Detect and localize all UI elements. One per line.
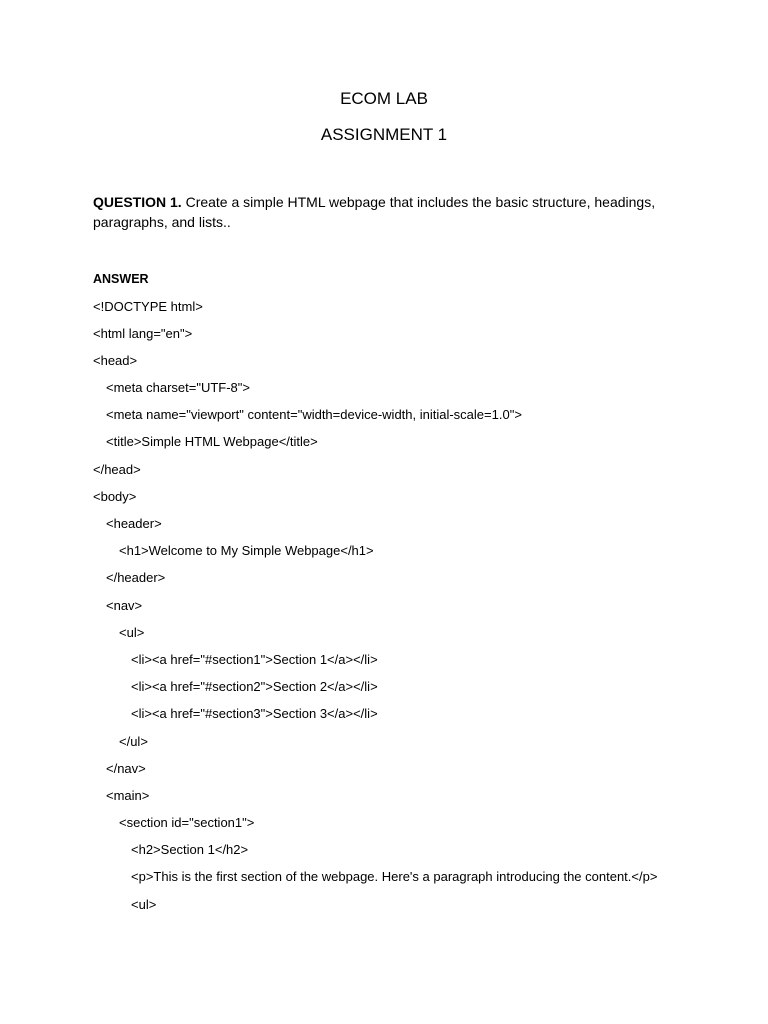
- question-text: Create a simple HTML webpage that includes the basic structure, headings, paragraphs, and lists..: [93, 194, 656, 230]
- code-line-head-close: </head>: [93, 462, 141, 477]
- code-line-header-close: </header>: [106, 570, 166, 585]
- code-line-head-open: <head>: [93, 353, 138, 368]
- code-line-ul-open: <ul>: [119, 625, 145, 640]
- code-line-title: <title>Simple HTML Webpage</title>: [106, 434, 318, 449]
- code-line-ul-open-2: <ul>: [131, 897, 157, 912]
- code-line-nav-open: <nav>: [106, 598, 143, 613]
- code-line-main-open: <main>: [106, 788, 150, 803]
- code-line-section-open: <section id="section1">: [119, 815, 255, 830]
- code-line-meta-charset: <meta charset="UTF-8">: [106, 380, 250, 395]
- code-line-li-section2: <li><a href="#section2">Section 2</a></li>: [131, 679, 378, 694]
- code-line-paragraph: <p>This is the first section of the webpage. Here's a paragraph introducing the content.</p>: [131, 869, 658, 884]
- code-line-header-open: <header>: [106, 516, 162, 531]
- question-label: QUESTION 1.: [93, 194, 182, 210]
- code-line-doctype: <!DOCTYPE html>: [93, 299, 203, 314]
- code-line-li-section1: <li><a href="#section1">Section 1</a></li>: [131, 652, 378, 667]
- code-line-html-open: <html lang="en">: [93, 326, 193, 341]
- code-line-h2: <h2>Section 1</h2>: [131, 842, 249, 857]
- code-line-nav-close: </nav>: [106, 761, 146, 776]
- assignment-title: ASSIGNMENT 1: [320, 125, 448, 144]
- code-line-meta-viewport: <meta name="viewport" content="width=device-width, initial-scale=1.0">: [106, 407, 522, 422]
- code-line-li-section3: <li><a href="#section3">Section 3</a></li>: [131, 706, 378, 721]
- code-line-ul-close: </ul>: [119, 734, 148, 749]
- question-paragraph: [93, 192, 668, 232]
- code-line-body-open: <body>: [93, 489, 137, 504]
- code-line-h1: <h1>Welcome to My Simple Webpage</h1>: [119, 543, 374, 558]
- answer-label: ANSWER: [93, 272, 149, 286]
- document-title: ECOM LAB: [340, 89, 428, 108]
